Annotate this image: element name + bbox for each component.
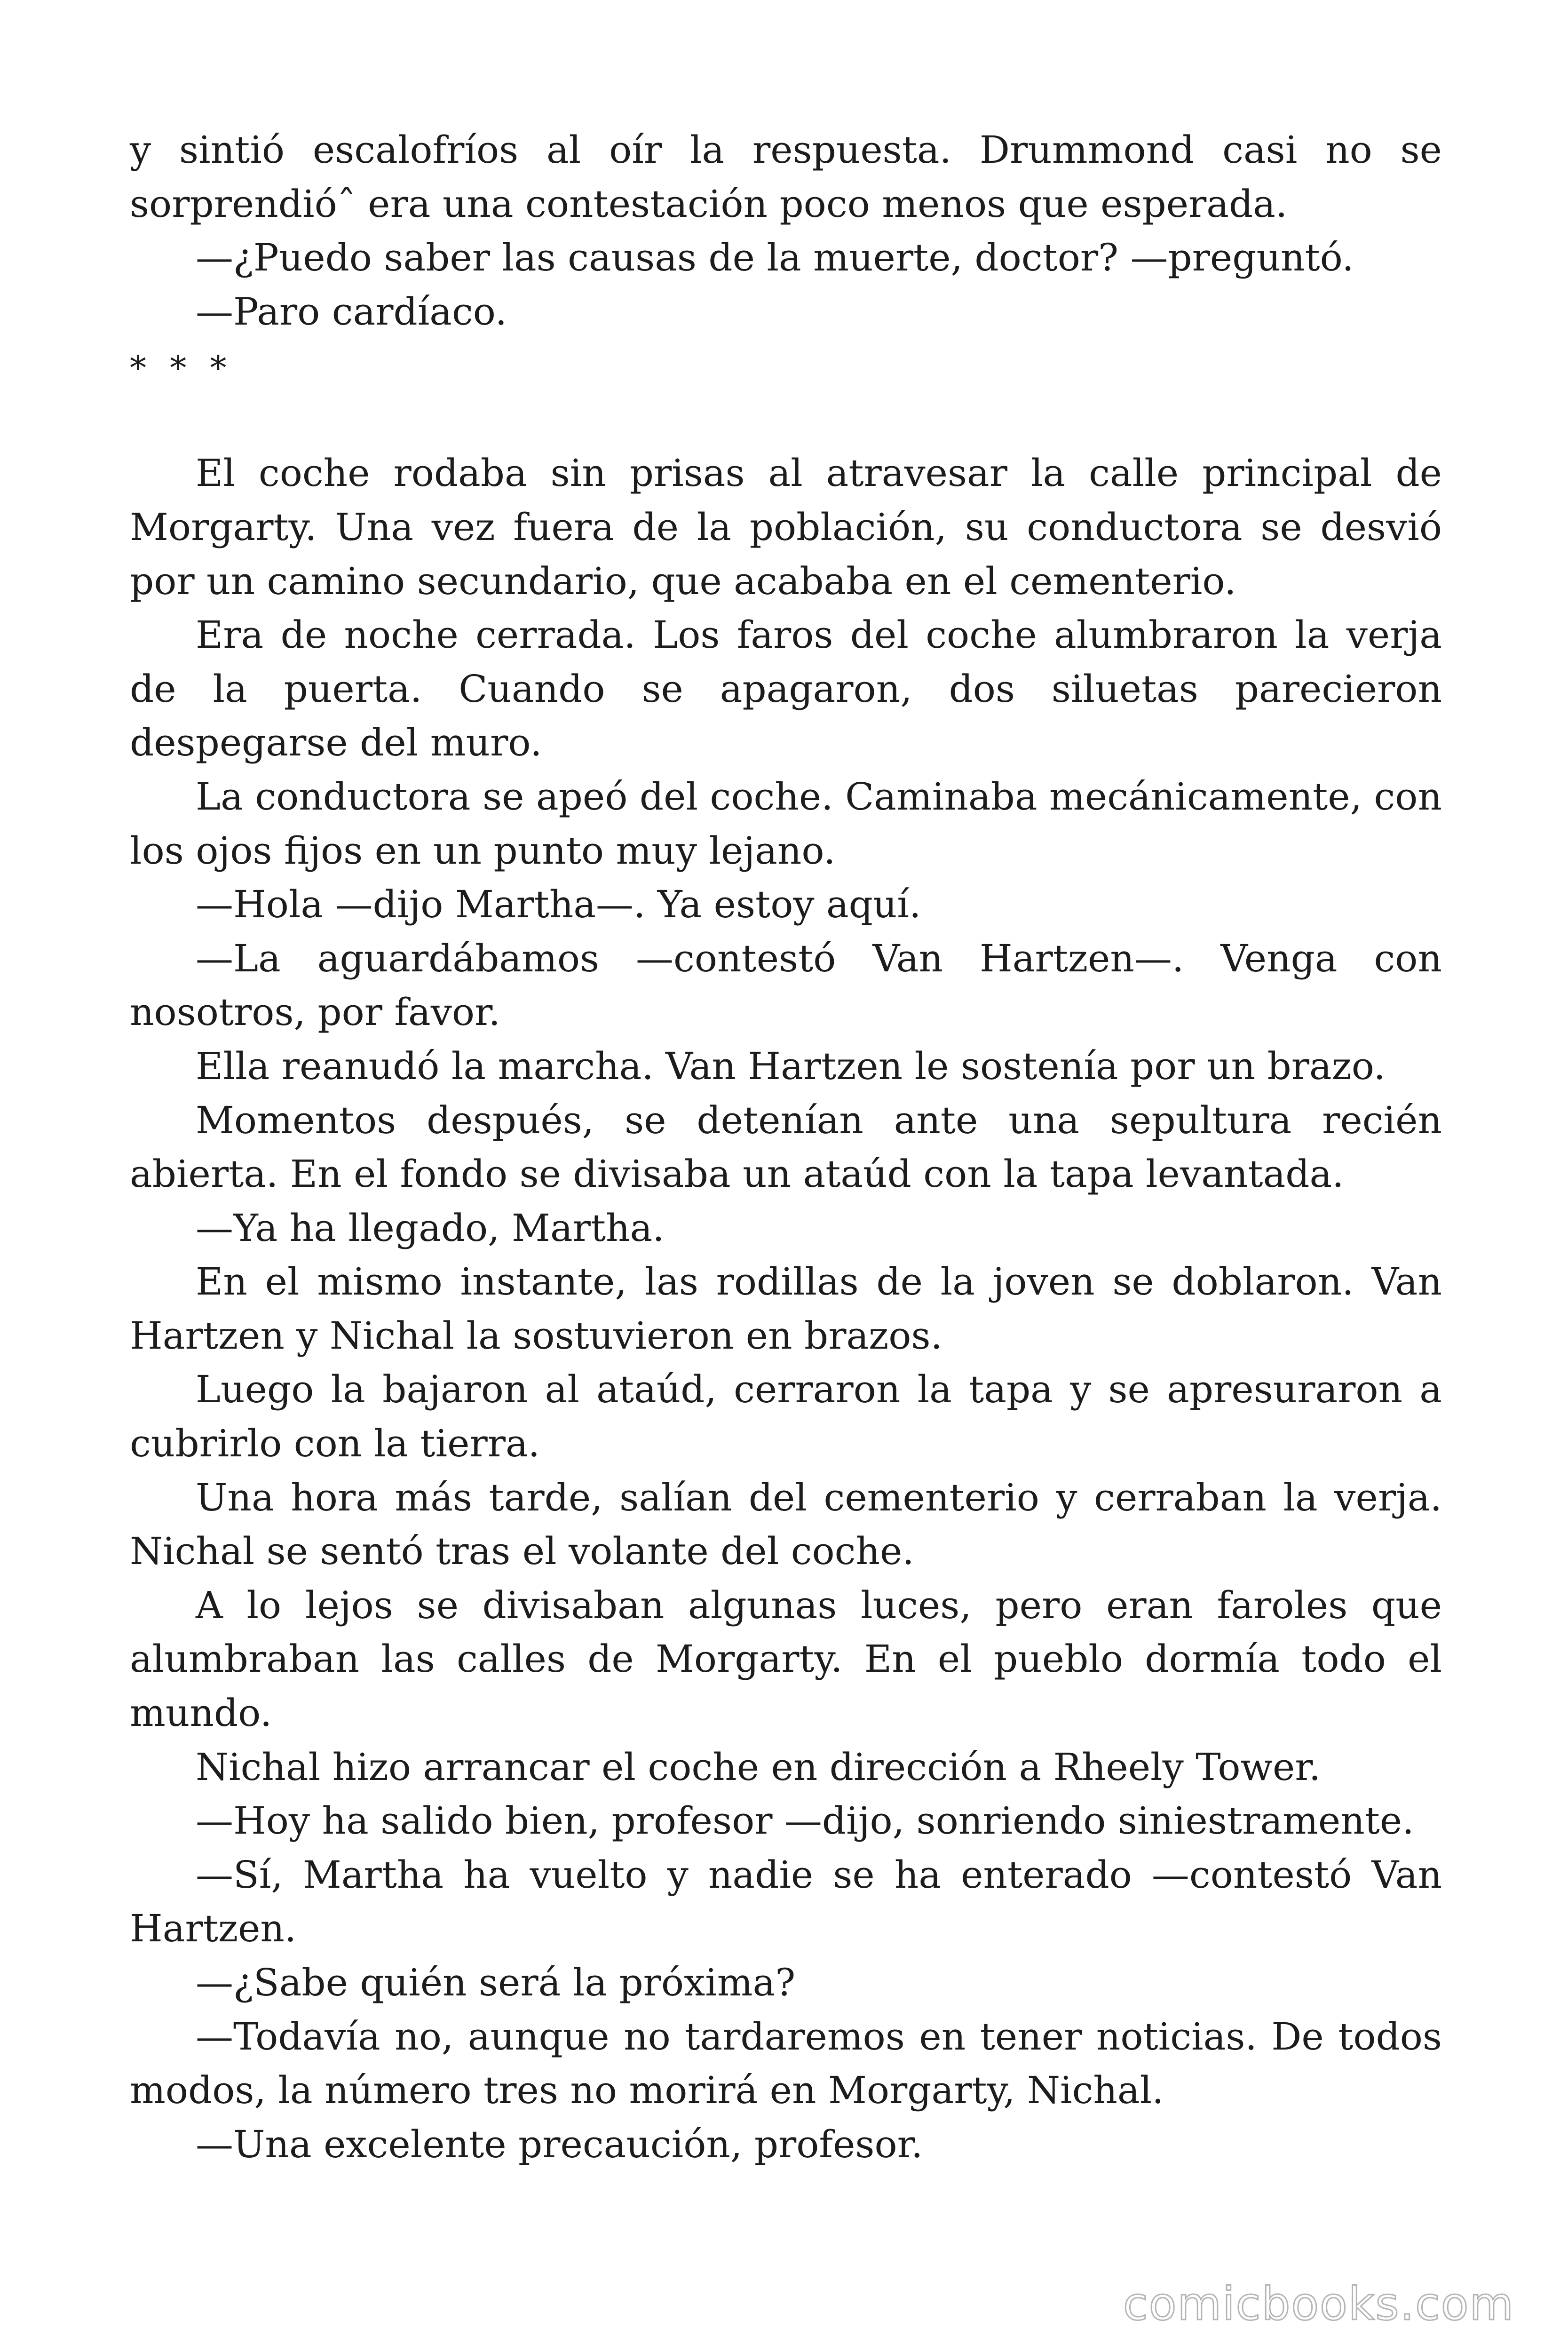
paragraph: Nichal hizo arrancar el coche en dirección a Rheely Tower. [196,1745,1321,1789]
paragraph: Era de noche cerrada. Los faros del coche alumbraron la verja de la puerta. Cuando se apagaron, dos siluetas parecieron despegarse del muro. [130,613,1442,765]
paragraph: El coche rodaba sin prisas al atravesar la calle principal de Morgarty. Una vez fuera de la población, su conductora se desvió por un camino secundario, que acababa en el cementerio. [130,451,1442,603]
paragraph: A lo lejos se divisaban algunas luces, pero eran faroles que alumbraban las calles de Morgarty. En el pueblo dormía todo el mundo. [130,1583,1442,1735]
paragraph: —Paro cardíaco. [196,289,507,334]
paragraph: La conductora se apeó del coche. Caminaba mecánicamente, con los ojos fijos en un punto muy lejano. [130,774,1442,873]
paragraph: —La aguardábamos —contestó Van Hartzen—. Venga con nosotros, por favor. [130,936,1442,1034]
paragraph: Luego la bajaron al ataúd, cerraron la tapa y se apresuraron a cubrirlo con la tierra. [130,1367,1442,1466]
paragraph: —Todavía no, aunque no tardaremos en tener noticias. De todos modos, la número tres no morirá en Morgarty, Nichal. [130,2014,1442,2113]
paragraph: —Sí, Martha ha vuelto y nadie se ha enterado —contestó Van Hartzen. [130,1852,1442,1951]
paragraph: —Hoy ha salido bien, profesor —dijo, sonriendo siniestramente. [196,1799,1414,1843]
watermark: comicbooks.com [1123,2278,1514,2330]
paragraph: —Hola —dijo Martha—. Ya estoy aquí. [196,882,921,927]
paragraph: —Ya ha llegado, Martha. [196,1206,665,1250]
paragraph: —Una excelente precaución, profesor. [196,2122,923,2166]
paragraph: —¿Puedo saber las causas de la muerte, doctor? —preguntó. [196,236,1354,280]
paragraph: Una hora más tarde, salían del cementerio y cerraban la verja. Nichal se sentó tras el volante del coche. [130,1475,1442,1573]
separator-stars: * * * [130,349,233,388]
paragraph: Momentos después, se detenían ante una sepultura recién abierta. En el fondo se divisaba un ataúd con la tapa levantada. [130,1098,1442,1196]
paragraph: En el mismo instante, las rodillas de la joven se doblaron. Van Hartzen y Nichal la sostuvieron en brazos. [130,1260,1442,1358]
page-text [130,123,1442,2171]
paragraph: Ella reanudó la marcha. Van Hartzen le sostenía por un brazo. [196,1044,1386,1088]
scene-separator [130,339,1442,446]
paragraph: —¿Sabe quién será la próxima? [196,1961,796,2004]
paragraph: y sintió escalofríos al oír la respuesta. Drummond casi no se sorprendióˆ era una contestación poco menos que esperada. [130,128,1442,226]
